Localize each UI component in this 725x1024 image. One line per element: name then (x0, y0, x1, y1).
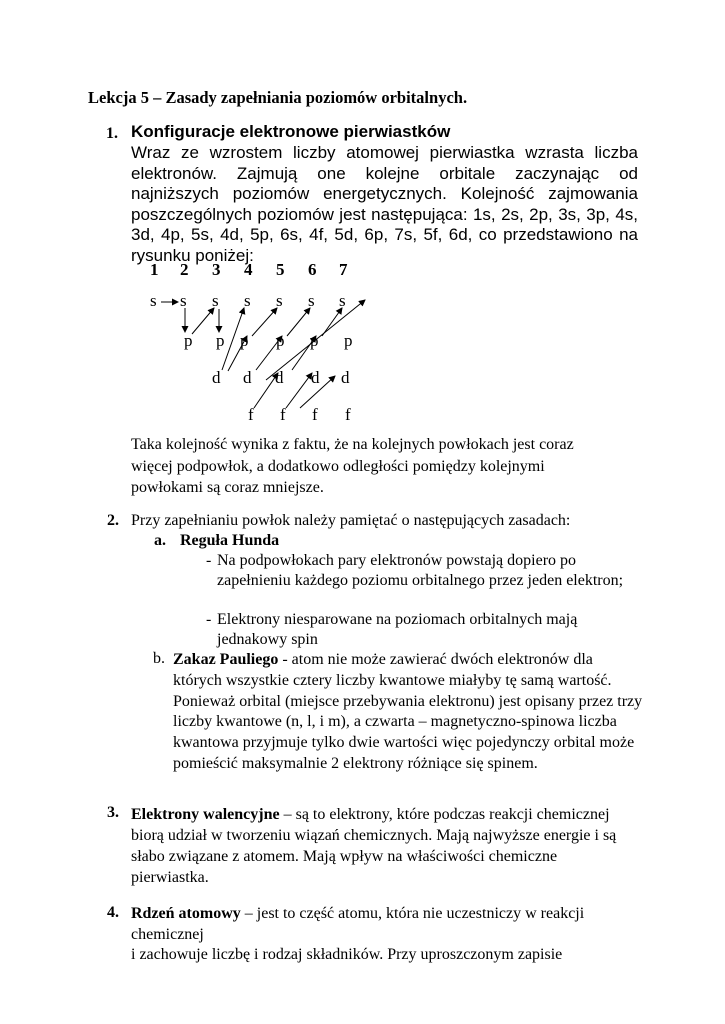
bullet-text: Na podpowłokach pary elektronów powstają dopiero po zapełnieniu każdego poziomu orbitalnego przez jeden elektron; (217, 552, 624, 589)
orbital-p: p (344, 331, 353, 350)
section-4-text-3: i zachowuje liczbę i rodzaj składników. Przy uproszczonym zapisie (131, 946, 563, 963)
section-1-line: elektronów. Zajmują one kolejne orbitale zaczynając od (131, 163, 638, 183)
orbital-f: f (312, 405, 318, 424)
rule-a-label: a. (154, 532, 166, 549)
section-1-number: 1. (106, 125, 118, 142)
diagram-caption: Taka kolejność wynika z faktu, że na kolejnych powłokach jest coraz więcej podpowłok, a dodatkowo odległości pomiędzy kolejnymi powłokami są coraz mniejsze. (131, 436, 574, 496)
section-2-intro: Przy zapełnianiu powłok należy pamiętać o następujących zasadach: (131, 512, 571, 529)
bullet-text: Elektrony niesparowane na poziomach orbitalnych mają jednakowy spin (217, 611, 578, 648)
orbital-filling-diagram (140, 258, 380, 428)
orbital-d: d (243, 368, 252, 387)
section-1-heading: Konfiguracje elektronowe pierwiastków (131, 122, 451, 141)
orbital-s: s (339, 291, 346, 310)
section-1-line: najniższych poziomów energetycznych. Kolejność zajmowania (131, 184, 638, 204)
bullet-dash: - (206, 552, 212, 569)
orbital-p: p (184, 331, 193, 350)
orbital-s: s (276, 291, 283, 310)
orbital-d: d (275, 368, 284, 387)
order-arrow (256, 336, 282, 370)
shell-number: 6 (308, 260, 317, 279)
orbital-f: f (345, 405, 351, 424)
orbital-s: s (180, 291, 187, 310)
section-4-body (131, 904, 631, 966)
order-arrow (286, 373, 312, 408)
shell-number: 7 (339, 260, 348, 279)
orbital-f: f (248, 405, 254, 424)
orbital-d: d (311, 368, 320, 387)
shell-number: 5 (276, 260, 285, 279)
section-1-line: Wraz ze wzrostem liczby atomowej pierwiastka wzrasta liczba (131, 143, 638, 162)
shell-number: 2 (180, 260, 189, 279)
rule-a-title: Reguła Hunda (180, 532, 280, 549)
section-3-number: 3. (107, 804, 119, 821)
orbital-p: p (216, 331, 225, 350)
section-4-text-2: chemicznej (131, 925, 204, 943)
order-arrow (292, 336, 316, 370)
rule-b-label: b. (153, 650, 165, 667)
order-arrow (252, 308, 277, 336)
rule-b-body (173, 650, 643, 775)
order-arrow (228, 336, 247, 371)
orbital-s: s (150, 291, 157, 310)
section-3-text: – są to elektrony, które podczas reakcji chemicznej biorą udział w tworzeniu wiązań chemicznych. Mają najwyższe energie i są słabo związane z atomem. Mają wpływ na właściwości chemiczne pierwiastka. (131, 806, 617, 886)
rule-b-text: - atom nie może zawierać dwóch elektronów dla których wszystkie cztery liczby kwantowe miałyby tę samą wartość. Ponieważ orbital (miejsce przebywania elektronu) jest opisany przez trzy liczby kwantowe (n, l, i m), a czwarta – magnetyczno-spinowa liczba kwantowa przyjmuje tylko dwie wartości więc pojedynczy orbital może pomieścić maksymalnie 2 elektrony różniące się spinem. (173, 651, 643, 772)
order-arrow (254, 373, 278, 408)
orbital-d: d (212, 368, 221, 387)
lesson-title: Lekcja 5 – Zasady zapełniania poziomów orbitalnych. (88, 88, 468, 107)
order-arrow (192, 308, 214, 334)
section-4-text-1: – jest to część atomu, która nie uczestniczy w reakcji (240, 905, 585, 922)
section-1-body (131, 143, 638, 267)
orbital-p: p (276, 331, 285, 350)
section-2-number: 2. (107, 512, 119, 529)
rule-b-title: Zakaz Pauliego (173, 651, 279, 668)
section-1-line: rysunku poniżej: (131, 245, 254, 265)
orbital-s: s (212, 291, 219, 310)
section-4-number: 4. (107, 904, 119, 921)
orbital-s: s (308, 291, 315, 310)
orbital-f: f (280, 405, 286, 424)
shell-number: 3 (212, 260, 221, 279)
section-3-title: Elektrony walencyjne (131, 806, 280, 823)
order-arrow (287, 308, 310, 336)
orbital-s: s (244, 291, 251, 310)
section-4-title: Rdzeń atomowy (131, 905, 241, 922)
shell-number: 1 (150, 260, 159, 279)
orbital-p: p (310, 331, 319, 350)
section-3-body (131, 804, 621, 888)
bullet-dash: - (206, 611, 212, 628)
section-1-line: 3d, 4p, 5s, 4d, 5p, 6s, 4f, 5d, 6p, 7s, 5f, 6d, co przedstawiono na (131, 225, 638, 245)
section-1-line: poszczególnych poziomów jest następująca: 1s, 2s, 2p, 3s, 3p, 4s, (131, 204, 638, 224)
orbital-p: p (240, 331, 249, 350)
shell-number: 4 (244, 260, 253, 279)
orbital-d: d (341, 368, 350, 387)
